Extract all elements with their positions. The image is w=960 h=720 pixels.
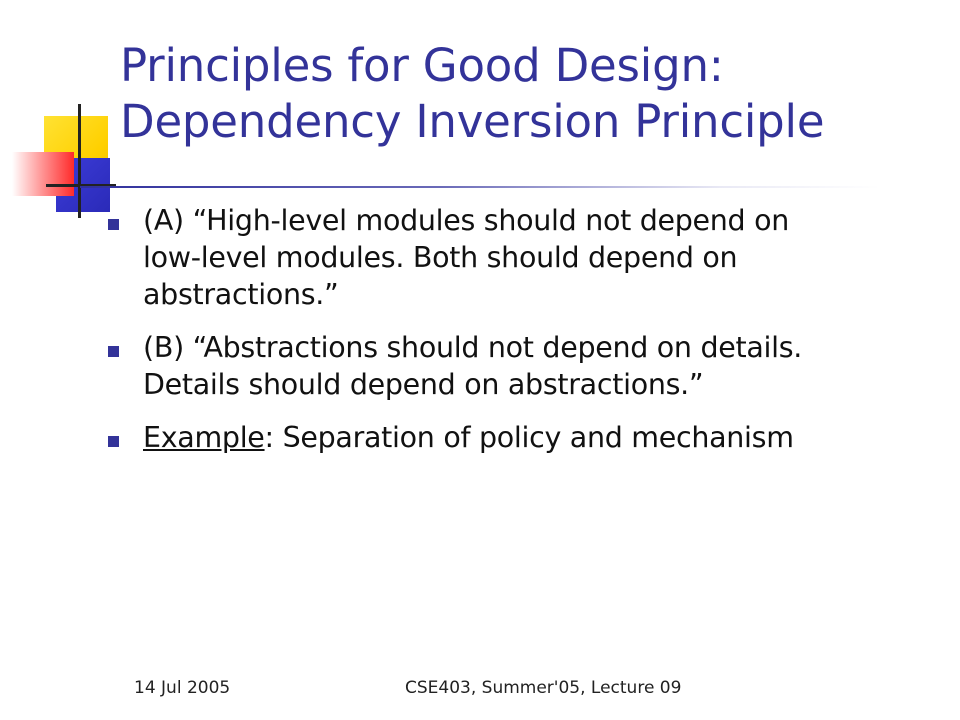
title-underline — [80, 186, 880, 188]
bullet-item-a — [105, 202, 925, 313]
bullet-line: Details should depend on abstractions.” — [143, 368, 704, 401]
example-text: : Separation of policy and mechanism — [264, 421, 794, 454]
bullet-text — [143, 329, 925, 403]
bullet-line: (B) “Abstractions should not depend on details. — [143, 331, 803, 364]
bullet-square-icon — [108, 346, 119, 357]
example-label: Example — [143, 421, 265, 454]
bullet-text — [143, 419, 925, 456]
slide-title-line-2: Dependency Inversion Principle — [120, 95, 825, 148]
bullet-line: abstractions.” — [143, 278, 339, 311]
bullet-square-icon — [108, 436, 119, 447]
bullet-item-b — [105, 329, 925, 403]
bullet-text — [143, 202, 925, 313]
footer-course: CSE403, Summer'05, Lecture 09 — [405, 678, 682, 698]
corner-logo-icon — [0, 0, 140, 230]
slide-title-line-1: Principles for Good Design: — [120, 39, 724, 92]
bullet-square-icon — [108, 219, 119, 230]
bullet-item-example — [105, 419, 925, 456]
red-square-icon — [12, 152, 74, 196]
slide-title — [120, 38, 950, 150]
bullet-list — [105, 202, 925, 472]
footer-date: 14 Jul 2005 — [134, 678, 231, 698]
bullet-line: low-level modules. Both should depend on — [143, 241, 738, 274]
vertical-line-icon — [78, 104, 81, 218]
bullet-line: (A) “High-level modules should not depend on — [143, 204, 789, 237]
bullet-line — [143, 419, 925, 456]
